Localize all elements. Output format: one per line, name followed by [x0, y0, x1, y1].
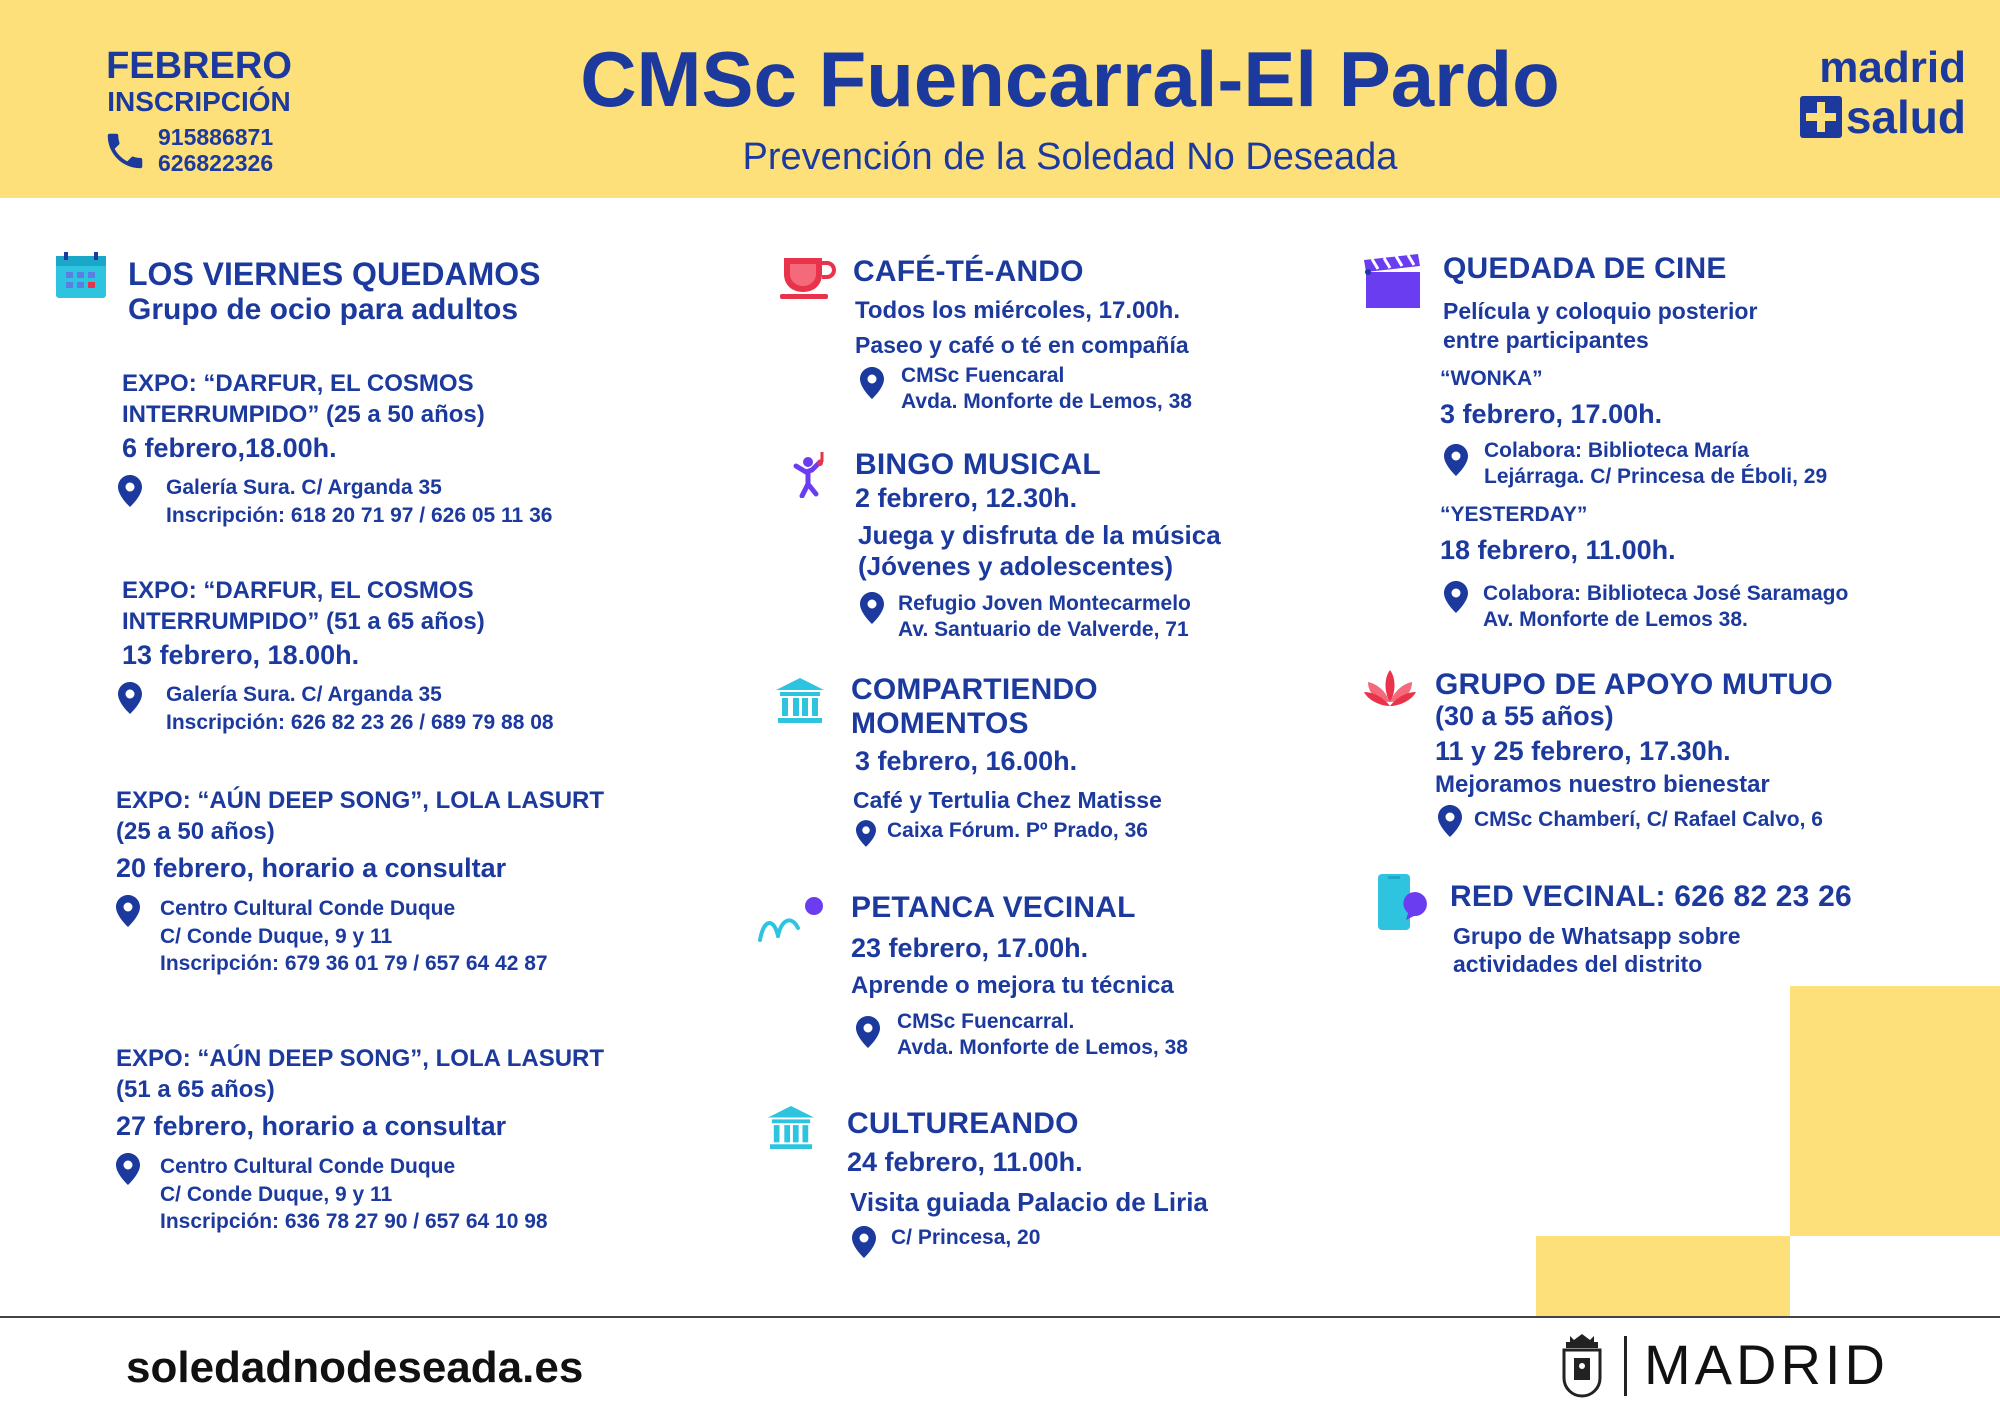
expo-2-addr2: Inscripción: 626 82 23 26 / 689 79 88 08 [166, 711, 554, 734]
location-pin-icon [116, 1153, 140, 1185]
phone-icon [102, 128, 148, 174]
location-pin-icon [860, 592, 884, 624]
bingo-line1: Juega y disfruta de la música [858, 520, 1221, 550]
dancer-music-icon [792, 450, 832, 498]
footer-divider [0, 1316, 2000, 1318]
logo-line2: salud [1845, 91, 1966, 143]
compartiendo-title2: MOMENTOS [851, 707, 1029, 740]
cine-addr1a: Colabora: Biblioteca María [1484, 439, 1749, 462]
cine-title: QUEDADA DE CINE [1443, 252, 1727, 285]
cafe-title: CAFÉ-TÉ-ANDO [853, 255, 1084, 288]
website-link[interactable]: soledadnodeseada.es [126, 1343, 584, 1392]
cine-film1: “WONKA” [1440, 367, 1543, 390]
location-pin-icon [118, 682, 142, 714]
bingo-addr1: Refugio Joven Montecarmelo [898, 592, 1191, 615]
petanca-ball-icon [756, 896, 826, 942]
cultureando-addr1: C/ Princesa, 20 [891, 1226, 1041, 1249]
madrid-salud-logo [1766, 44, 1966, 142]
expo-1-addr2: Inscripción: 618 20 71 97 / 626 05 11 36 [166, 504, 553, 527]
cultureando-date: 24 febrero, 11.00h. [847, 1147, 1083, 1177]
cine-addr2a: Colabora: Biblioteca José Saramago [1483, 582, 1849, 605]
phone-2[interactable]: 626822326 [158, 150, 274, 176]
madrid-wordmark: MADRID [1644, 1333, 1889, 1396]
expo-3-addr2: C/ Conde Duque, 9 y 11 [160, 925, 393, 948]
cross-icon [1800, 96, 1842, 138]
apoyo-age: (30 a 55 años) [1435, 701, 1614, 731]
decor-block-lower [1536, 1236, 1790, 1316]
location-pin-icon [856, 820, 876, 847]
red-line1: Grupo de Whatsapp sobre [1453, 923, 1741, 949]
cafe-line2: Paseo y café o té en compañía [855, 332, 1189, 358]
registration-label: INSCRIPCIÓN [107, 86, 291, 117]
logo-divider [1624, 1336, 1627, 1396]
museum-icon [768, 1106, 814, 1150]
expo-2-addr1: Galería Sura. C/ Arganda 35 [166, 683, 442, 706]
month-label: FEBRERO [106, 45, 292, 87]
expo-4-line1: EXPO: “AÚN DEEP SONG”, LOLA LASURT [116, 1045, 605, 1072]
calendar-icon [56, 252, 106, 298]
location-pin-icon [116, 895, 140, 927]
petanca-line1: Aprende o mejora tu técnica [851, 972, 1174, 999]
museum-icon [776, 678, 824, 724]
compartiendo-date: 3 febrero, 16.00h. [855, 746, 1078, 776]
bingo-line2: (Jóvenes y adolescentes) [858, 551, 1174, 581]
compartiendo-line1: Café y Tertulia Chez Matisse [853, 787, 1162, 813]
viernes-subtitle: Grupo de ocio para adultos [128, 293, 519, 326]
expo-2-line1: EXPO: “DARFUR, EL COSMOS [122, 577, 474, 604]
apoyo-title: GRUPO DE APOYO MUTUO [1435, 668, 1833, 701]
petanca-addr1: CMSc Fuencarral. [897, 1010, 1075, 1033]
petanca-addr2: Avda. Monforte de Lemos, 38 [897, 1036, 1188, 1059]
location-pin-icon [856, 1016, 880, 1048]
expo-1-date: 6 febrero,18.00h. [122, 433, 337, 463]
expo-3-addr1: Centro Cultural Conde Duque [160, 897, 456, 920]
compartiendo-title1: COMPARTIENDO [851, 673, 1098, 706]
expo-4-addr1: Centro Cultural Conde Duque [160, 1155, 456, 1178]
apoyo-addr1: CMSc Chamberí, C/ Rafael Calvo, 6 [1474, 808, 1823, 831]
cafe-addr1: CMSc Fuencaral [901, 364, 1065, 387]
expo-3-line1: EXPO: “AÚN DEEP SONG”, LOLA LASURT [116, 787, 605, 814]
expo-4-date: 27 febrero, horario a consultar [116, 1111, 507, 1141]
cafe-addr2: Avda. Monforte de Lemos, 38 [901, 390, 1192, 413]
expo-1-line1: EXPO: “DARFUR, EL COSMOS [122, 370, 474, 397]
petanca-title: PETANCA VECINAL [851, 891, 1136, 924]
cine-date2: 18 febrero, 11.00h. [1440, 535, 1676, 565]
location-pin-icon [860, 367, 884, 399]
cine-line1: Película y coloquio posterior [1443, 298, 1758, 324]
compartiendo-addr1: Caixa Fórum. Pº Prado, 36 [887, 819, 1148, 842]
petanca-date: 23 febrero, 17.00h. [851, 933, 1089, 963]
location-pin-icon [118, 475, 142, 507]
cafe-line1: Todos los miércoles, 17.00h. [855, 297, 1181, 324]
logo-line1: madrid [1819, 43, 1966, 92]
expo-3-addr3: Inscripción: 679 36 01 79 / 657 64 42 87 [160, 952, 548, 975]
cine-addr1b: Lejárraga. C/ Princesa de Éboli, 29 [1484, 465, 1828, 488]
cine-film2: “YESTERDAY” [1440, 503, 1588, 526]
expo-4-addr3: Inscripción: 636 78 27 90 / 657 64 10 98 [160, 1210, 548, 1233]
page-title: CMSc Fuencarral-El Pardo [580, 35, 1560, 123]
cine-date1: 3 febrero, 17.00h. [1440, 399, 1663, 429]
cultureando-line1: Visita guiada Palacio de Liria [850, 1187, 1208, 1217]
bingo-title: BINGO MUSICAL [855, 448, 1101, 481]
cine-line2: entre participantes [1443, 327, 1649, 353]
decor-block-upper [1790, 986, 2000, 1236]
expo-3-line2: (25 a 50 años) [116, 818, 275, 845]
apoyo-date: 11 y 25 febrero, 17.30h. [1435, 736, 1731, 766]
expo-4-addr2: C/ Conde Duque, 9 y 11 [160, 1183, 393, 1206]
expo-1-line2: INTERRUMPIDO” (25 a 50 años) [122, 401, 485, 428]
expo-2-line2: INTERRUMPIDO” (51 a 65 años) [122, 608, 485, 635]
expo-1-addr1: Galería Sura. C/ Arganda 35 [166, 476, 442, 499]
expo-4-line2: (51 a 65 años) [116, 1076, 275, 1103]
registration-box [96, 46, 302, 118]
viernes-title: LOS VIERNES QUEDAMOS [128, 256, 541, 292]
page-subtitle: Prevención de la Soledad No Deseada [742, 136, 1398, 178]
bingo-date: 2 febrero, 12.30h. [855, 483, 1078, 513]
red-title: RED VECINAL: 626 82 23 26 [1450, 880, 1852, 913]
location-pin-icon [1438, 805, 1462, 837]
red-line2: actividades del distrito [1453, 951, 1703, 977]
phone-numbers [158, 124, 273, 176]
bingo-addr2: Av. Santuario de Valverde, 71 [898, 618, 1189, 641]
chat-phone-icon [1376, 872, 1428, 932]
phone-1[interactable]: 915886871 [158, 124, 274, 150]
clapperboard-icon [1362, 254, 1424, 308]
location-pin-icon [1444, 581, 1468, 613]
coffee-cup-icon [780, 254, 838, 300]
madrid-coat-of-arms-icon [1560, 1332, 1604, 1398]
expo-3-date: 20 febrero, horario a consultar [116, 853, 507, 883]
location-pin-icon [1444, 444, 1468, 476]
location-pin-icon [852, 1226, 876, 1258]
expo-2-date: 13 febrero, 18.00h. [122, 640, 360, 670]
cine-addr2b: Av. Monforte de Lemos 38. [1483, 608, 1748, 631]
apoyo-line1: Mejoramos nuestro bienestar [1435, 771, 1770, 798]
lotus-icon [1362, 668, 1418, 710]
cultureando-title: CULTUREANDO [847, 1107, 1079, 1140]
